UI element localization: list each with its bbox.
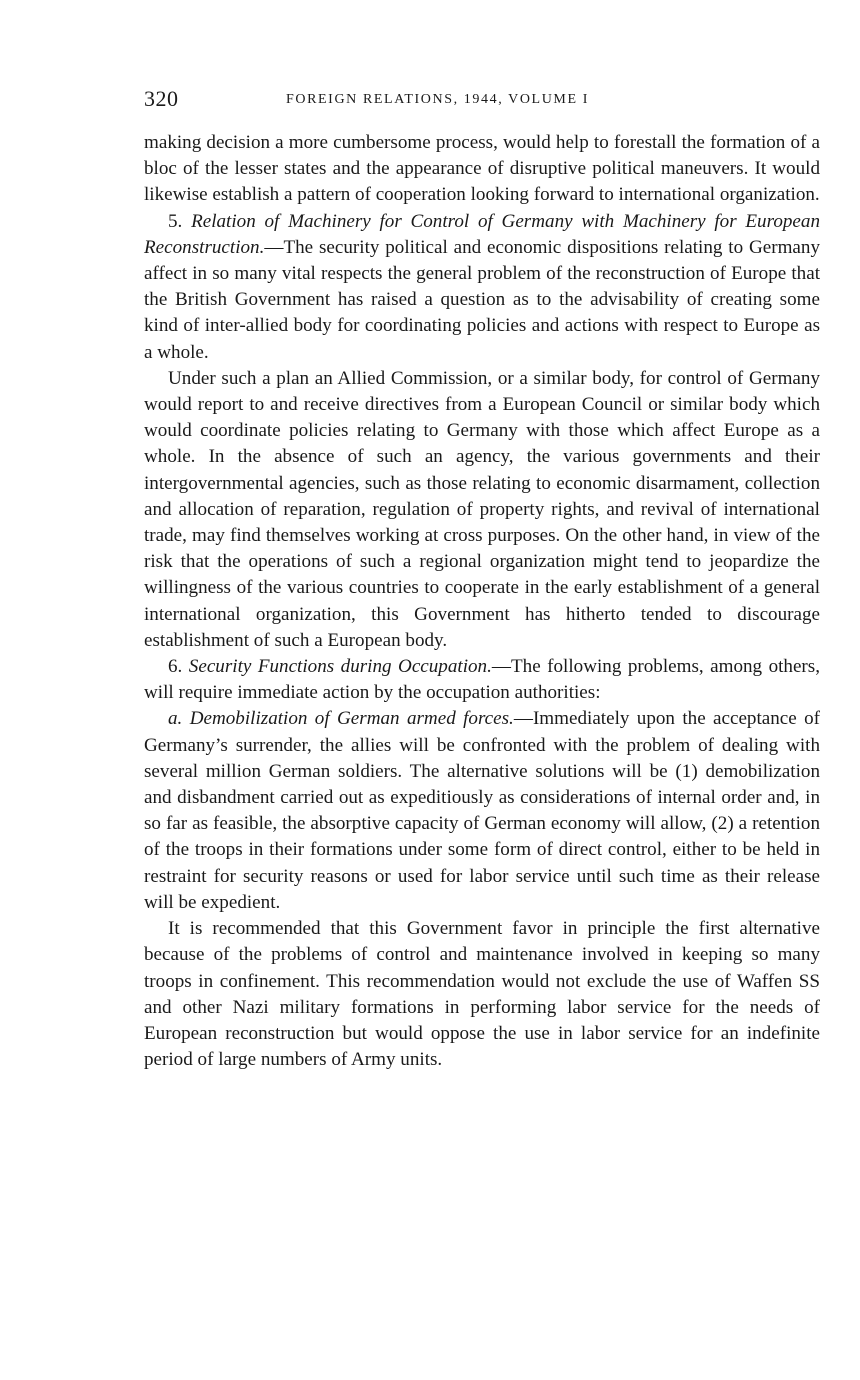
paragraph-text: Under such a plan an Allied Commission, or a similar body, for control of Germany would report to and receive directives from a European Council or similar body which would coordinate policies relating to Germany with those which affect Europe as a whole. In the absence of such an agency, the various governments and their intergovernmental agencies, such as those relating to economic disarmament, collection and allocation of reparation, regulation of property rights, and revival of international trade, may find themselves working at cross purposes. On the other hand, in view of the risk that the operations of such a regional organization might tend to jeopardize the willingness of the various countries to cooperate in the early establishment of a general international organization, this Government has hitherto tended to discourage establishment of such a European body.: [144, 367, 820, 651]
paragraph-allied-commission: [144, 366, 820, 654]
body-text: [144, 130, 820, 1073]
paragraph-text: It is recommended that this Government favor in principle the first alternative because of the problems of control and maintenance involved in keeping so many troops in confinement. This recommendation would not exclude the use of Waffen SS and other Nazi military formations in performing labor service for the needs of European reconstruction but would oppose the use in labor service for an indefinite period of large numbers of Army units.: [144, 918, 820, 1071]
paragraph-text: making decision a more cumbersome process, would help to forestall the formation of a bloc of the lesser states and the appearance of disruptive political maneuvers. It would likewise establish a pattern of cooperation looking forward to international organization.: [144, 132, 820, 206]
page-number: 320: [144, 86, 179, 111]
paragraph-section-6: [144, 654, 820, 706]
running-title: FOREIGN RELATIONS, 1944, VOLUME I: [286, 92, 589, 107]
paragraph-text: —The security political and economic dispositions relating to Germany affect in so many vital respects the general problem of the reconstruction of Europe that the British Government has raised a question as to the advisability of creating some kind of inter-allied body for coordinating policies and actions with respect to Europe as a whole.: [144, 236, 820, 363]
paragraph-text: —The following problems, among others, will require immediate action by the occupation authorities:: [144, 656, 820, 704]
document-page: [144, 86, 820, 1073]
section-heading: Security Functions during Occupation.: [188, 656, 492, 678]
paragraph-continued: [144, 130, 820, 209]
running-header: [144, 86, 820, 116]
section-heading: Demobilization of German armed forces.: [189, 708, 514, 730]
section-heading: Relation of Machinery for Control of Germany with Machinery for European Reconstruction.: [144, 210, 820, 258]
paragraph-section-5: [144, 209, 820, 366]
paragraph-recommendation: [144, 916, 820, 1073]
section-number: 6.: [168, 656, 183, 678]
subsection-letter: a.: [168, 708, 183, 730]
paragraph-section-6a: [144, 706, 820, 916]
paragraph-text: —Immediately upon the acceptance of Germany’s surrender, the allies will be confronted with the problem of dealing with several million German soldiers. The alternative solutions will be (1) demobilization and disbandment carried out as expeditiously as considerations of internal order and, in so far as feasible, the absorptive capacity of German economy will allow, (2) a retention of the troops in their formations under some form of direct control, either to be held in restraint for security reasons or used for labor service until such time as their release will be expedient.: [144, 708, 821, 913]
section-number: 5.: [168, 210, 183, 232]
